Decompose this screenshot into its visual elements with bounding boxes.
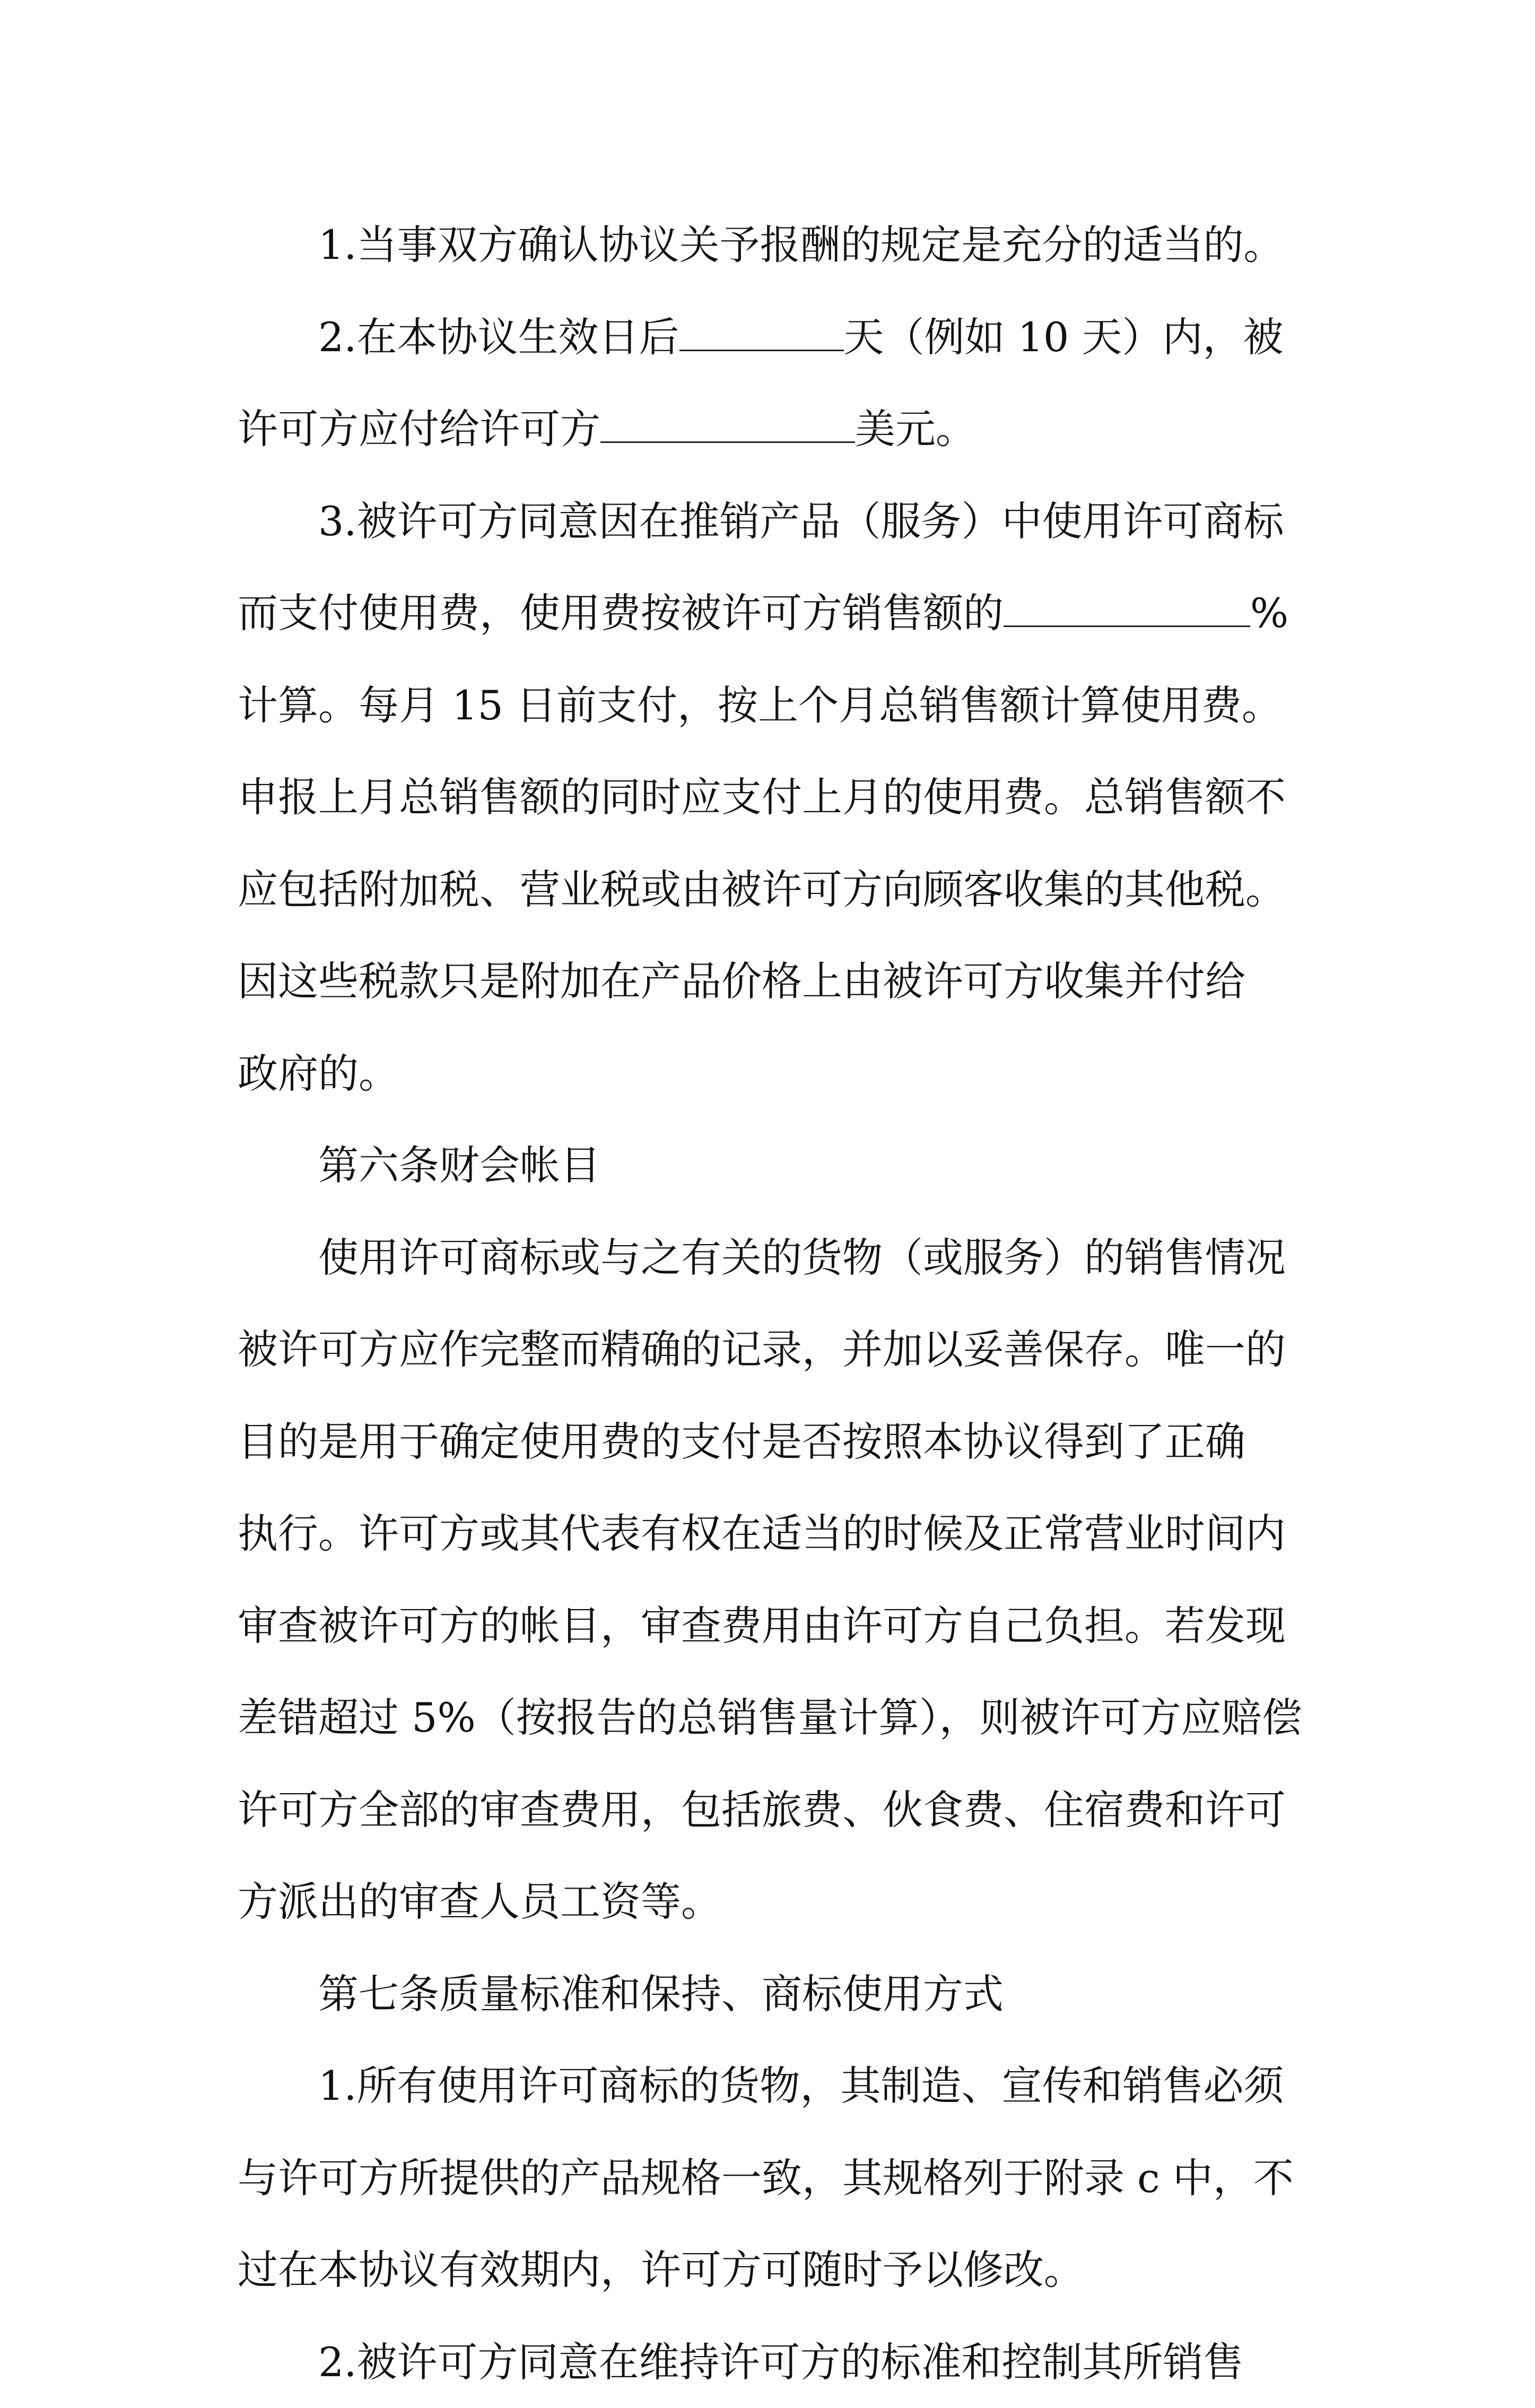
payment-clause-3-line-3: 计算。每月 15 日前支付，按上个月总销售额计算使用费。 bbox=[238, 659, 1304, 752]
article-6-line-8: 方派出的审查人员工资等。 bbox=[238, 1856, 1304, 1948]
article-7-clause-1-line-2: 与许可方所提供的产品规格一致，其规格列于附录 c 中，不 bbox=[238, 2132, 1304, 2224]
amount-blank-field bbox=[600, 404, 855, 443]
article-6-line-3: 目的是用于确定使用费的支付是否按照本协议得到了正确 bbox=[238, 1396, 1304, 1488]
clause-text: 美元。 bbox=[855, 405, 976, 453]
payment-clause-3-line-1: 3.被许可方同意因在推销产品（服务）中使用许可商标 bbox=[238, 475, 1304, 568]
clause-text: 许可方应付给许可方 bbox=[238, 405, 600, 453]
article-7-heading: 第七条质量标准和保持、商标使用方式 bbox=[238, 1948, 1304, 2040]
payment-clause-3-line-4: 申报上月总销售额的同时应支付上月的使用费。总销售额不 bbox=[238, 751, 1304, 844]
article-6-line-6: 差错超过 5%（按报告的总销售量计算），则被许可方应赔偿 bbox=[238, 1672, 1304, 1764]
percent-blank-field bbox=[1004, 588, 1250, 627]
clause-text: % bbox=[1250, 589, 1288, 637]
payment-clause-3-line-7: 政府的。 bbox=[238, 1028, 1304, 1120]
article-7-clause-1-line-3: 过在本协议有效期内，许可方可随时予以修改。 bbox=[238, 2224, 1304, 2316]
article-6-line-5: 审查被许可方的帐目，审查费用由许可方自己负担。若发现 bbox=[238, 1580, 1304, 1672]
article-6-line-4: 执行。许可方或其代表有权在适当的时候及正常营业时间内 bbox=[238, 1488, 1304, 1580]
payment-clause-3-line-2 bbox=[238, 567, 1304, 659]
clause-text: 2.在本协议生效日后 bbox=[318, 314, 679, 361]
document-page bbox=[238, 199, 1304, 2408]
payment-clause-2-line-1 bbox=[238, 291, 1304, 384]
payment-clause-3-line-5: 应包括附加税、营业税或由被许可方向顾客收集的其他税。 bbox=[238, 844, 1304, 936]
article-6-line-7: 许可方全部的审查费用，包括旅费、伙食费、住宿费和许可 bbox=[238, 1764, 1304, 1856]
payment-clause-2-line-2 bbox=[238, 383, 1304, 475]
article-6-line-1: 使用许可商标或与之有关的货物（或服务）的销售情况 bbox=[238, 1212, 1304, 1304]
clause-text: 天（例如 10 天）内，被 bbox=[844, 314, 1284, 361]
clause-text: 而支付使用费，使用费按被许可方销售额的 bbox=[238, 589, 1004, 637]
payment-clause-3-line-6: 因这些税款只是附加在产品价格上由被许可方收集并付给 bbox=[238, 935, 1304, 1028]
days-blank-field bbox=[679, 312, 844, 351]
article-7-clause-1-line-1: 1.所有使用许可商标的货物，其制造、宣传和销售必须 bbox=[238, 2040, 1304, 2132]
payment-clause-1: 1.当事双方确认协议关予报酬的规定是充分的适当的。 bbox=[238, 199, 1304, 291]
article-7-clause-2-line-1: 2.被许可方同意在维持许可方的标准和控制其所销售 bbox=[238, 2316, 1304, 2408]
article-6-heading: 第六条财会帐目 bbox=[238, 1119, 1304, 1212]
article-6-line-2: 被许可方应作完整而精确的记录，并加以妥善保存。唯一的 bbox=[238, 1303, 1304, 1396]
